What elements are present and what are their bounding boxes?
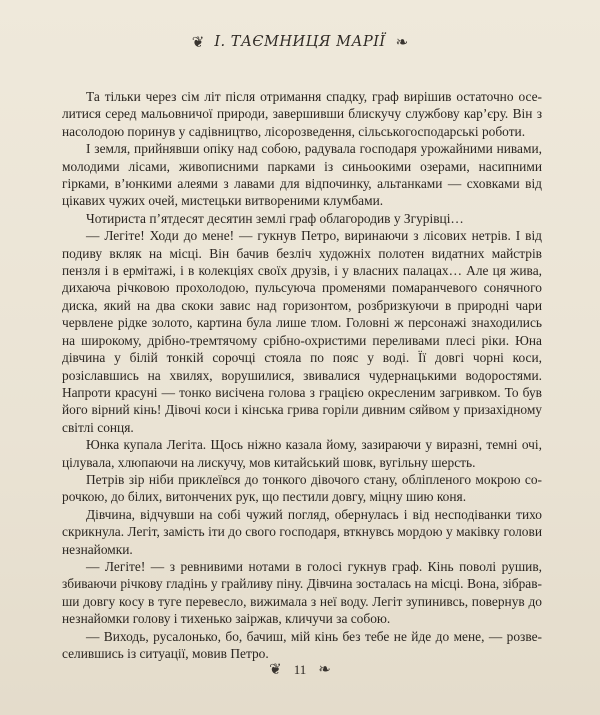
paragraph: — Легіте! Ходи до мене! — гукнув Петро, виринаючи з лісових нетрів. І від подиву вкляк на місці. Він бачив безліч художніх полотен видатних майстрів пензля і в ермітажі, і в колекціях своїх друзів, і у власних палацах… Але ця жива, дихаюча річковою прохолодою, пульсуюча променями помаранчевого сонячного диска, який на два скоки завис над горизонтом, розбризкуючи в природні чари червлене рідке золото, картина була лише тлом. Головні ж персонажі знаходились на широкому, дрібно-тремтячому срібно-охристими переливами плесі ріки. Юна дівчина у білій тонкій сорочці стояла по пояс у воді. Її довгі чорні коси, розіславшись на хвилях, ворушилися, звивалися чудернацькими водоростями. Напроти красуні — тонко висічена голова з грацією окресленим загривком. То був його вірний кінь! Дівочі коси і кінська грива горіли дивним сяйвом у призахідному світлі сонця. [62,228,542,435]
paragraph: Та тільки через сім літ після отримання спадку, граф вирішив остаточно оселитися серед мальовничої природи, завершивши блискучу службову кар’єру. Він з насолодою поринув у садівництво, лісорозведення, сільськогосподарські роботи. [62,89,542,139]
paragraph: І земля, прийнявши опіку над собою, радувала господаря урожайними нивами, молодими лісами, живописними парками із синьоокими озерами, насипними гірками, в’юнкими алеями з лавами для відпочинку, альтанками — сховками від цікавих чужих очей, мистецьки витвореними клумбами. [62,141,542,209]
ornament-left-icon: ❦ [191,32,205,51]
ornament-right-icon: ❧ [395,32,409,51]
paragraph: Юнка купала Легіта. Щось ніжно казала йому, зазираючи у виразні, темні очі, цілувала, хлюпаючи на лискучу, мов китайський шовк, вугільну шерсть. [62,437,542,470]
paragraph: Чотириста п’ятдесят десятин землі граф облагородив у Згурівці… [86,210,464,226]
chapter-header [0,34,600,50]
footer-ornament-right-icon: ❧ [318,662,331,678]
chapter-title: І. ТАЄМНИЦЯ МАРІЇ [214,34,386,50]
page-number: 11 [293,661,307,677]
paragraph: Дівчина, відчувши на собі чужий погляд, обернулась і від несподіванки тихо скрикнула. Легіт, замість іти до свого господаря, вткнувсь мордою у маківку голови незнайомки. [62,506,542,557]
paragraph: Петрів зір ніби приклеївся до тонкого дівочого стану, обліпленого мокрою сорочкою, до білих, витончених рук, що пестили довгу, міцну шию коня. [62,471,542,505]
page-body [62,88,542,662]
page-footer [0,660,600,679]
footer-ornament-left-icon: ❦ [269,662,282,678]
paragraph: — Виходь, русалонько, бо, бачиш, мій кінь без тебе не йде до мене, — розвеселившись із ситуації, мовив Петро. [62,628,542,661]
paragraph: — Легіте! — з ревнивими нотами в голосі гукнув граф. Кінь поволі рушив, збиваючи річкову гладінь у грайливу піну. Дівчина зосталась на місці. Вона, зібравши довгу косу в туге перевесло, вижимала з неї воду. Легіт зупинивсь, повернув до незнайомки голову і тихенько заіржав, кличучи за собою. [62,558,542,627]
